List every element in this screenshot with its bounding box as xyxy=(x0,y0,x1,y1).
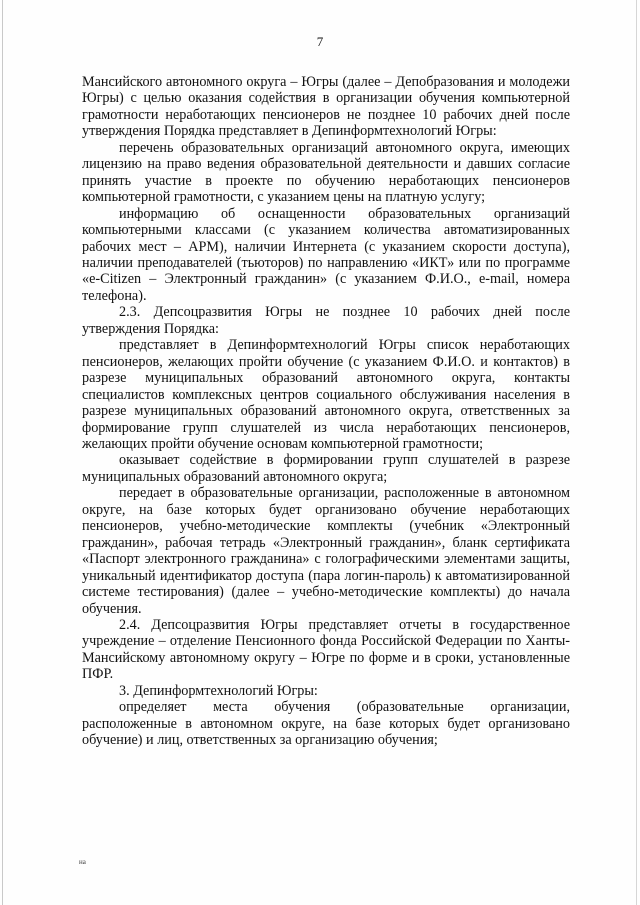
paragraph: 2.4. Депсоцразвития Югры представляет отчеты в государственное учреждение – отделение Пенсионного фонда Российской Федерации по Ханты-Мансийскому автономному округу – Югре по форме и в сроки, установленные ПФР. xyxy=(82,616,570,683)
page-right-edge xyxy=(636,0,637,905)
paragraph: Мансийского автономного округа – Югры (далее – Депобразования и молодежи Югры) с целью оказания содействия в организации обучения компьютерной грамотности неработающих пенсионеров не позднее 10 рабочих дней после утверждения Порядка представляет в Депинформтехнологий Югры: xyxy=(82,74,570,140)
page-left-edge xyxy=(2,0,3,905)
document-body xyxy=(82,74,570,749)
footer-mark: на xyxy=(79,858,86,866)
paragraph: определяет места обучения (образовательные организации, расположенные в автономном округе, на базе которых будет организовано обучение) и лиц, ответственных за организацию обучения; xyxy=(82,699,570,749)
paragraph: 3. Депинформтехнологий Югры: xyxy=(119,682,318,699)
paragraph: перечень образовательных организаций автономного округа, имеющих лицензию на право ведения образовательной деятельности и давших согласие принять участие в проекте по обучению неработающих пенсионеров компьютерной грамотности, с указанием цены на платную услугу; xyxy=(82,139,570,206)
paragraph: 2.3. Депсоцразвития Югры не позднее 10 рабочих дней после утверждения Порядка: xyxy=(82,304,570,337)
paragraph: передает в образовательные организации, расположенные в автономном округе, на базе которых будет организовано обучение неработающих пенсионеров, учебно-методические комплекты (учебник «Электронный гражданин», рабочая тетрадь «Электронный гражданин», бланк сертификата «Паспорт электронного гражданина» с голографическими элементами защиты, уникальный идентификатор доступа (пара логин-пароль) к автоматизированной системе тестирования) (далее – учебно-методические комплекты) до начала обучения. xyxy=(82,485,570,617)
page-number: 7 xyxy=(316,34,324,49)
paragraph: представляет в Депинформтехнологий Югры список неработающих пенсионеров, желающих пройти обучение (с указанием Ф.И.О. и контактов) в разрезе муниципальных образований автономного округа, контакты специалистов комплексных центров социального обслуживания населения в разрезе муниципальных образований автономного округа, ответственных за формирование групп слушателей из числа неработающих пенсионеров, желающих пройти обучение основам компьютерной грамотности; xyxy=(82,337,570,452)
paragraph: оказывает содействие в формировании групп слушателей в разрезе муниципальных образований автономного округа; xyxy=(82,452,570,485)
paragraph: информацию об оснащенности образовательных организаций компьютерными классами (с указанием количества автоматизированных рабочих мест – АРМ), наличии Интернета (с указанием скорости доступа), наличии преподавателей (тьюторов) по направлению «ИКТ» или по программе «e-Citizen – Электронный гражданин» (с указанием Ф.И.О., e-mail, номера телефона). xyxy=(82,205,570,304)
